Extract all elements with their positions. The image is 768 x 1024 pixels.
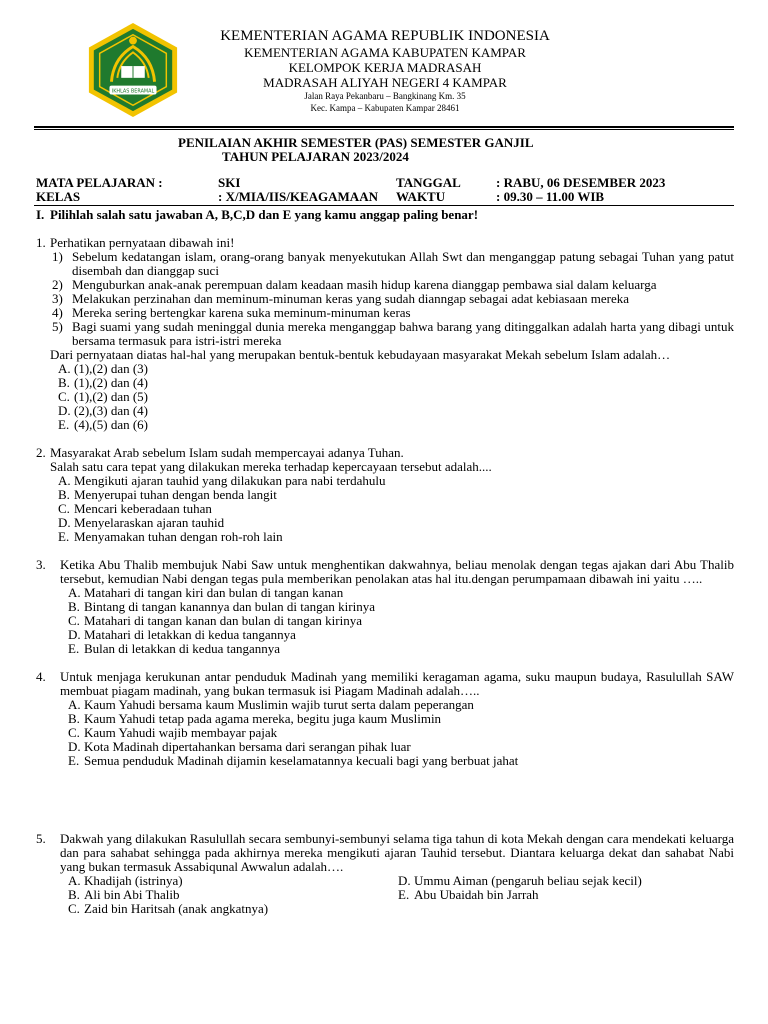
answer-option[interactable]: C. Kaum Yahudi wajib membayar pajak bbox=[68, 725, 278, 740]
statement-item: 1) Sebelum kedatangan islam, orang-orang banyak menyekutukan Allah Swt dan menganggap patung sebagai Tuhan yang patut disembah dan dianggap suci bbox=[52, 249, 734, 278]
answer-option[interactable]: D. Menyelaraskan ajaran tauhid bbox=[58, 515, 225, 530]
answer-option[interactable]: A. Mengikuti ajaran tauhid yang dilakukan para nabi terdahulu bbox=[58, 473, 386, 488]
question-4 bbox=[36, 670, 734, 768]
question-1 bbox=[36, 236, 734, 432]
answer-option[interactable]: E. Abu Ubaidah bin Jarrah bbox=[398, 887, 539, 902]
answer-option[interactable]: C. Matahari di tangan kanan dan bulan di tangan kirinya bbox=[68, 613, 362, 628]
class-value: : X/MIA/IIS/KEAGAMAAN bbox=[218, 189, 378, 204]
exam-identity bbox=[36, 176, 736, 204]
statement-item: 2) Menguburkan anak-anak perempuan dalam keadaan masih hidup karena dianggap pembawa sial dalam keluarga bbox=[52, 277, 657, 292]
question-prompt: Salah satu cara tepat yang dilakukan mereka terhadap kepercayaan tersebut adalah.... bbox=[50, 459, 492, 474]
office-name: KEMENTERIAN AGAMA KABUPATEN KAMPAR bbox=[244, 45, 526, 60]
letterhead bbox=[0, 0, 768, 130]
time-value: : 09.30 – 11.00 WIB bbox=[496, 189, 605, 204]
instruction-number: I. bbox=[36, 207, 45, 222]
address-line-2: Kec. Kampa – Kabupaten Kampar 28461 bbox=[310, 103, 460, 113]
answer-option[interactable]: E. Menyamakan tuhan dengan roh-roh lain bbox=[58, 529, 283, 544]
answer-option[interactable]: B. Kaum Yahudi tetap pada agama mereka, begitu juga kaum Muslimin bbox=[68, 711, 442, 726]
instruction-text: Pilihlah salah satu jawaban A, B,C,D dan E yang kamu anggap paling benar! bbox=[50, 207, 479, 222]
question-number: 1. bbox=[36, 235, 46, 250]
exam-title bbox=[178, 136, 534, 164]
question-5 bbox=[36, 832, 734, 916]
instruction bbox=[36, 208, 734, 222]
answer-option[interactable]: B. (1),(2) dan (4) bbox=[58, 375, 148, 390]
question-text: Perhatikan pernyataan dibawah ini! bbox=[50, 235, 235, 250]
letterhead-divider bbox=[34, 126, 734, 128]
question-text: Untuk menjaga kerukunan antar penduduk Madinah yang memiliki keragaman agama, suku maupun budaya, Rasulullah SAW membuat piagam madinah, yang bukan termasuk isi Piagam Madinah adalah….. bbox=[60, 669, 734, 698]
address-line-1: Jalan Raya Pekanbaru – Bangkinang Km. 35 bbox=[304, 91, 466, 101]
school-name: MADRASAH ALIYAH NEGERI 4 KAMPAR bbox=[263, 75, 507, 90]
answer-option[interactable]: B. Ali bin Abi Thalib bbox=[68, 887, 180, 902]
answer-options bbox=[50, 474, 734, 544]
question-2 bbox=[36, 446, 734, 544]
exam-title-line-2: TAHUN PELAJARAN 2023/2024 bbox=[222, 149, 409, 164]
answer-option[interactable]: B. Bintang di tangan kanannya dan bulan di tangan kirinya bbox=[68, 599, 375, 614]
answer-options bbox=[60, 874, 734, 916]
answer-option[interactable]: D. (2),(3) dan (4) bbox=[58, 403, 148, 418]
letterhead-text bbox=[190, 28, 580, 114]
answer-options bbox=[60, 586, 734, 656]
subject-label: MATA PELAJARAN : bbox=[36, 175, 163, 190]
answer-option[interactable]: E. Bulan di letakkan di kedua tangannya bbox=[68, 641, 281, 656]
time-label: WAKTU bbox=[396, 189, 446, 204]
ministry-name: KEMENTERIAN AGAMA REPUBLIK INDONESIA bbox=[220, 28, 550, 44]
svg-text:IKHLAS BERAMAL: IKHLAS BERAMAL bbox=[111, 88, 155, 95]
answer-option[interactable]: C. Zaid bin Haritsah (anak angkatnya) bbox=[68, 901, 269, 916]
statement-item: 4) Mereka sering bertengkar karena suka meminum-minuman keras bbox=[52, 305, 411, 320]
answer-option[interactable]: D. Matahari di letakkan di kedua tangannya bbox=[68, 627, 296, 642]
answer-option[interactable]: A. (1),(2) dan (3) bbox=[58, 361, 148, 376]
answer-option[interactable]: D. Ummu Aiman (pengaruh beliau sejak kecil) bbox=[398, 873, 642, 888]
identity-divider bbox=[34, 205, 734, 206]
answer-option[interactable]: C. (1),(2) dan (5) bbox=[58, 389, 148, 404]
answer-option[interactable]: A. Matahari di tangan kiri dan bulan di tangan kanan bbox=[68, 585, 344, 600]
date-label: TANGGAL bbox=[396, 175, 461, 190]
question-number: 5. bbox=[36, 831, 46, 846]
answer-options bbox=[60, 698, 734, 768]
answer-option[interactable]: E. Semua penduduk Madinah dijamin keselamatannya kecuali bagi yang berbuat jahat bbox=[68, 753, 519, 768]
answer-option[interactable]: A. Khadijah (istrinya) bbox=[68, 873, 183, 888]
statement-item: 5) Bagi suami yang sudah meninggal dunia mereka menganggap bahwa barang yang ditinggalkan adalah harta yang dibagi untuk bersama termasuk para istri-istri mereka bbox=[52, 319, 734, 348]
answer-options bbox=[50, 362, 734, 432]
question-text: Masyarakat Arab sebelum Islam sudah mempercayai adanya Tuhan. bbox=[50, 445, 404, 460]
letterhead-divider-thin bbox=[34, 129, 734, 130]
question-prompt: Dari pernyataan diatas hal-hal yang merupakan bentuk-bentuk kebudayaan masyarakat Mekah sebelum Islam adalah… bbox=[50, 347, 671, 362]
answer-option[interactable]: B. Menyerupai tuhan dengan benda langit bbox=[58, 487, 277, 502]
ministry-logo bbox=[84, 21, 182, 119]
question-text: Dakwah yang dilakukan Rasulullah secara sembunyi-sembunyi selama tiga tahun di kota Mekah dengan cara mendekati keluarga dan para sahabat sehingga pada akhirnya mereka mengikuti ajaran Tauhid tersebut. Diantara keluarga dekat dan sahabat Nabi yang bukan termasuk Assabiqunal Awwalun adalah…. bbox=[60, 831, 734, 874]
question-3 bbox=[36, 558, 734, 656]
class-label: KELAS bbox=[36, 189, 81, 204]
answer-option[interactable]: A. Kaum Yahudi bersama kaum Muslimin wajib turut serta dalam peperangan bbox=[68, 697, 474, 712]
answer-option[interactable]: D. Kota Madinah dipertahankan bersama dari serangan pihak luar bbox=[68, 739, 411, 754]
subject-value: SKI bbox=[218, 175, 241, 190]
exam-title-line-1: PENILAIAN AKHIR SEMESTER (PAS) SEMESTER GANJIL bbox=[178, 135, 534, 150]
group-name: KELOMPOK KERJA MADRASAH bbox=[288, 60, 482, 75]
question-number: 3. bbox=[36, 557, 46, 572]
date-value: : RABU, 06 DESEMBER 2023 bbox=[496, 175, 666, 190]
question-text: Ketika Abu Thalib membujuk Nabi Saw untuk menghentikan dakwahnya, beliau menolak dengan tegas ajakan dari Abu Thalib tersebut, kemudian Nabi dengan tegas pula memberikan penolakan atas hal itu.dengan perumpamaan dibawah ini yaitu ….. bbox=[60, 557, 734, 586]
answer-option[interactable]: C. Mencari keberadaan tuhan bbox=[58, 501, 212, 516]
question-number: 2. bbox=[36, 445, 46, 460]
answer-option[interactable]: E. (4),(5) dan (6) bbox=[58, 417, 148, 432]
question-number: 4. bbox=[36, 669, 46, 684]
exam-content bbox=[36, 208, 734, 916]
statement-item: 3) Melakukan perzinahan dan meminum-minuman keras yang sudah dianngap sebagai adat kebiasaan mereka bbox=[52, 291, 629, 306]
